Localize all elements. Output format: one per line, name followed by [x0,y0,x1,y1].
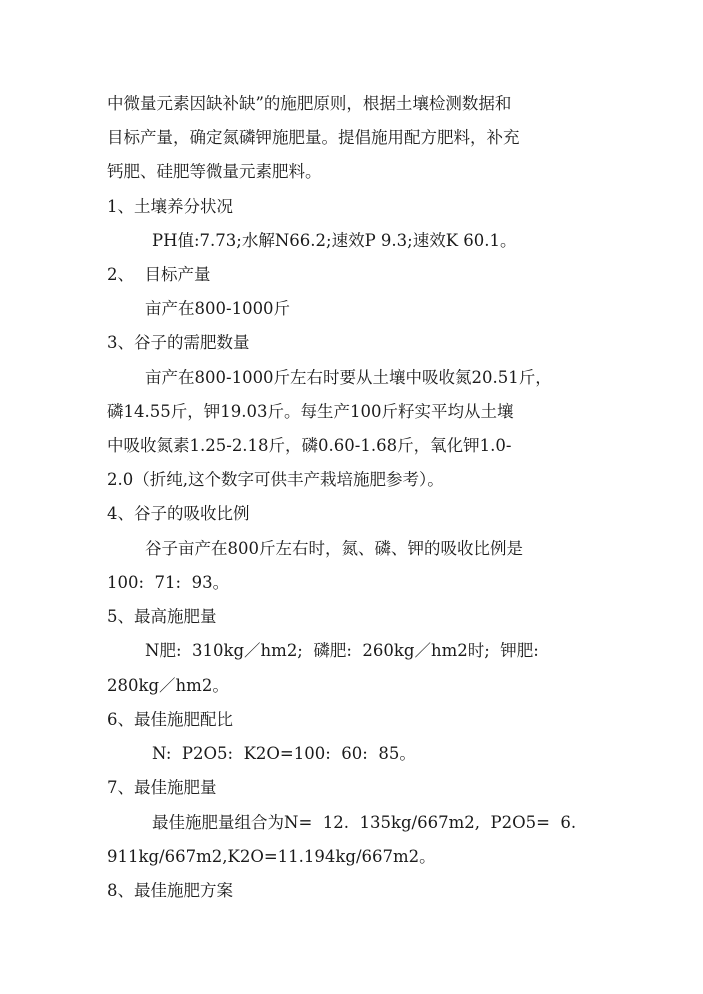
soil-nutrients-values: PH值:7.73;水解N66.2;速效P 9.3;速效K 60.1。 [152,231,517,250]
absorption-ratio-line-1: 谷子亩产在800斤左右时，氮、磷、钾的吸收比例是 [145,539,523,558]
section-heading-optimal-amount: 7、最佳施肥量 [107,778,217,797]
absorption-ratio-line-2: 100: 71: 93。 [107,573,230,592]
intro-line-2: 目标产量，确定氮磷钾施肥量。提倡施用配方肥料，补充 [107,128,520,147]
target-yield-value: 亩产在800-1000斤 [145,299,291,318]
optimal-ratio-value: N: P2O5: K2O=100: 60: 85。 [152,744,416,763]
section-heading-soil-nutrients: 1、土壤养分状况 [107,197,233,216]
section-heading-absorption-ratio: 4、谷子的吸收比例 [107,504,250,523]
intro-line-3: 钙肥、硅肥等微量元素肥料。 [107,162,322,181]
max-fertilizer-line-2: 280kg／hm2。 [107,676,229,695]
optimal-amount-line-2: 911kg/667m2,K2O=11.194kg/667m2。 [107,847,436,866]
intro-line-1: 中微量元素因缺补缺”的施肥原则，根据土壤检测数据和 [107,94,512,113]
section-heading-optimal-plan: 8、最佳施肥方案 [107,881,233,900]
section-heading-target-yield: 2、 目标产量 [107,265,211,284]
fertilizer-demand-line-3: 中吸收氮素1.25-2.18斤，磷0.60-1.68斤，氧化钾1.0- [107,436,512,455]
section-heading-fertilizer-demand: 3、谷子的需肥数量 [107,333,250,352]
section-heading-max-fertilizer: 5、最高施肥量 [107,607,217,626]
fertilizer-demand-line-2: 磷14.55斤，钾19.03斤。每生产100斤籽实平均从土壤 [107,402,514,421]
section-heading-optimal-ratio: 6、最佳施肥配比 [107,710,233,729]
max-fertilizer-line-1: N肥: 310kg／hm2; 磷肥: 260kg／hm2时; 钾肥: [145,641,539,660]
optimal-amount-line-1: 最佳施肥量组合为N= 12. 135kg/667m2, P2O5= 6. [152,813,577,832]
fertilizer-demand-line-1: 亩产在800-1000斤左右时要从土壤中吸收氮20.51斤， [145,368,552,387]
fertilizer-demand-line-4: 2.0（折纯,这个数字可供丰产栽培施肥参考）。 [107,470,444,489]
